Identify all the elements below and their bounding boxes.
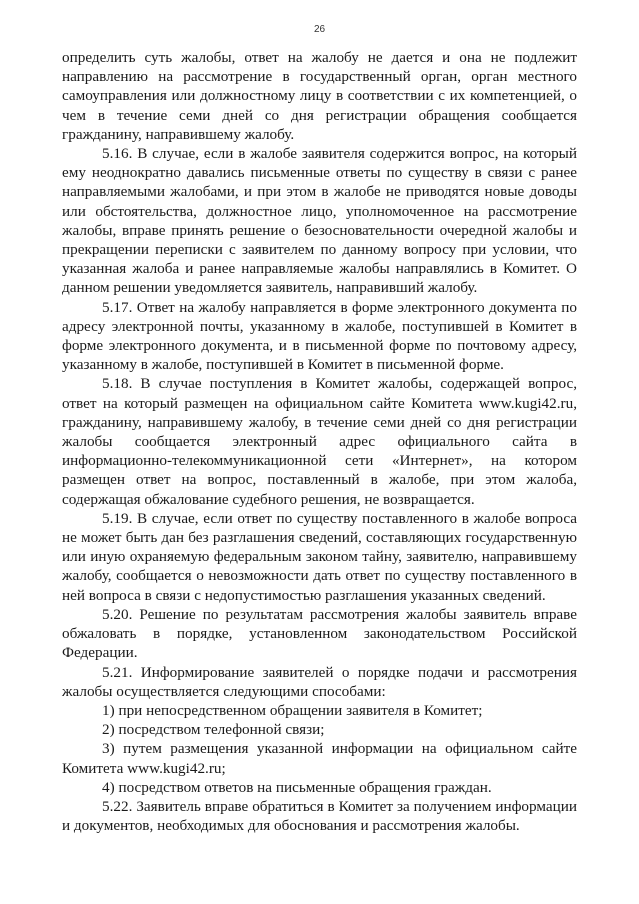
list-item-3: 3) путем размещения указанной информации на официальном сайте Комитета www.kugi42.ru; <box>62 740 577 777</box>
paragraph-5-18: 5.18. В случае поступления в Комитет жалобы, содержащей вопрос, ответ на который размещен на официальном сайте Комитета www.kugi42.ru, гражданину, направившему жалобу, в течение семи дней со дня регистрации жалобы сообщается электронный адрес официального сайта в информационно-телекоммуникационной сети «Интернет», на котором размещен ответ на вопрос, поставленный в жалобе, при этом жалоба, содержащая обжалование судебного решения, не возвращается. <box>62 375 577 508</box>
paragraph-5-19: 5.19. В случае, если ответ по существу поставленного в жалобе вопроса не может быть дан без разглашения сведений, составляющих государственную или иную охраняемую федеральным законом тайну, заявителю, направившему жалобу, сообщается о невозможности дать ответ по существу поставленного в ней вопроса в связи с недопустимостью разглашения указанных сведений. <box>62 509 577 604</box>
list-item-2: 2) посредством телефонной связи; <box>102 721 325 739</box>
paragraph-5-17: 5.17. Ответ на жалобу направляется в форме электронного документа по адресу электронной почты, указанному в жалобе, поступившей в Комитет в форме электронного документа, и в письменной форме по почтовому адресу, указанному в жалобе, поступившей в Комитет в письменной форме. <box>62 298 577 374</box>
list-item-4: 4) посредством ответов на письменные обращения граждан. <box>102 778 492 796</box>
document-body <box>62 48 577 835</box>
paragraph-continuation: определить суть жалобы, ответ на жалобу не дается и она не подлежит направлению на рассмотрение в государственный орган, орган местного самоуправления или должностному лицу в соответствии с их компетенцией, о чем в течение семи дней со дня регистрации обращения сообщается гражданину, направившему жалобу. <box>62 49 577 143</box>
page-number: 26 <box>313 24 326 35</box>
paragraph-5-16: 5.16. В случае, если в жалобе заявителя содержится вопрос, на который ему неоднократно давались письменные ответы по существу в связи с ранее направляемыми жалобами, и при этом в жалобе не приводятся новые доводы или обстоятельства, должностное лицо, уполномоченное на рассмотрение жалобы, вправе принять решение о безосновательности очередной жалобы и прекращении переписки с заявителем по данному вопросу при условии, что указанная жалоба и ранее направляемые жалобы направлялись в Комитет. О данном решении уведомляется заявитель, направивший жалобу. <box>62 145 577 297</box>
paragraph-5-20: 5.20. Решение по результатам рассмотрения жалобы заявитель вправе обжаловать в порядке, установленном законодательством Российской Федерации. <box>62 605 577 662</box>
paragraph-5-21: 5.21. Информирование заявителей о порядке подачи и рассмотрения жалобы осуществляется следующими способами: <box>62 663 577 700</box>
paragraph-5-22: 5.22. Заявитель вправе обратиться в Комитет за получением информации и документов, необходимых для обоснования и рассмотрения жалобы. <box>62 797 577 835</box>
list-item-1: 1) при непосредственном обращении заявителя в Комитет; <box>102 701 483 719</box>
